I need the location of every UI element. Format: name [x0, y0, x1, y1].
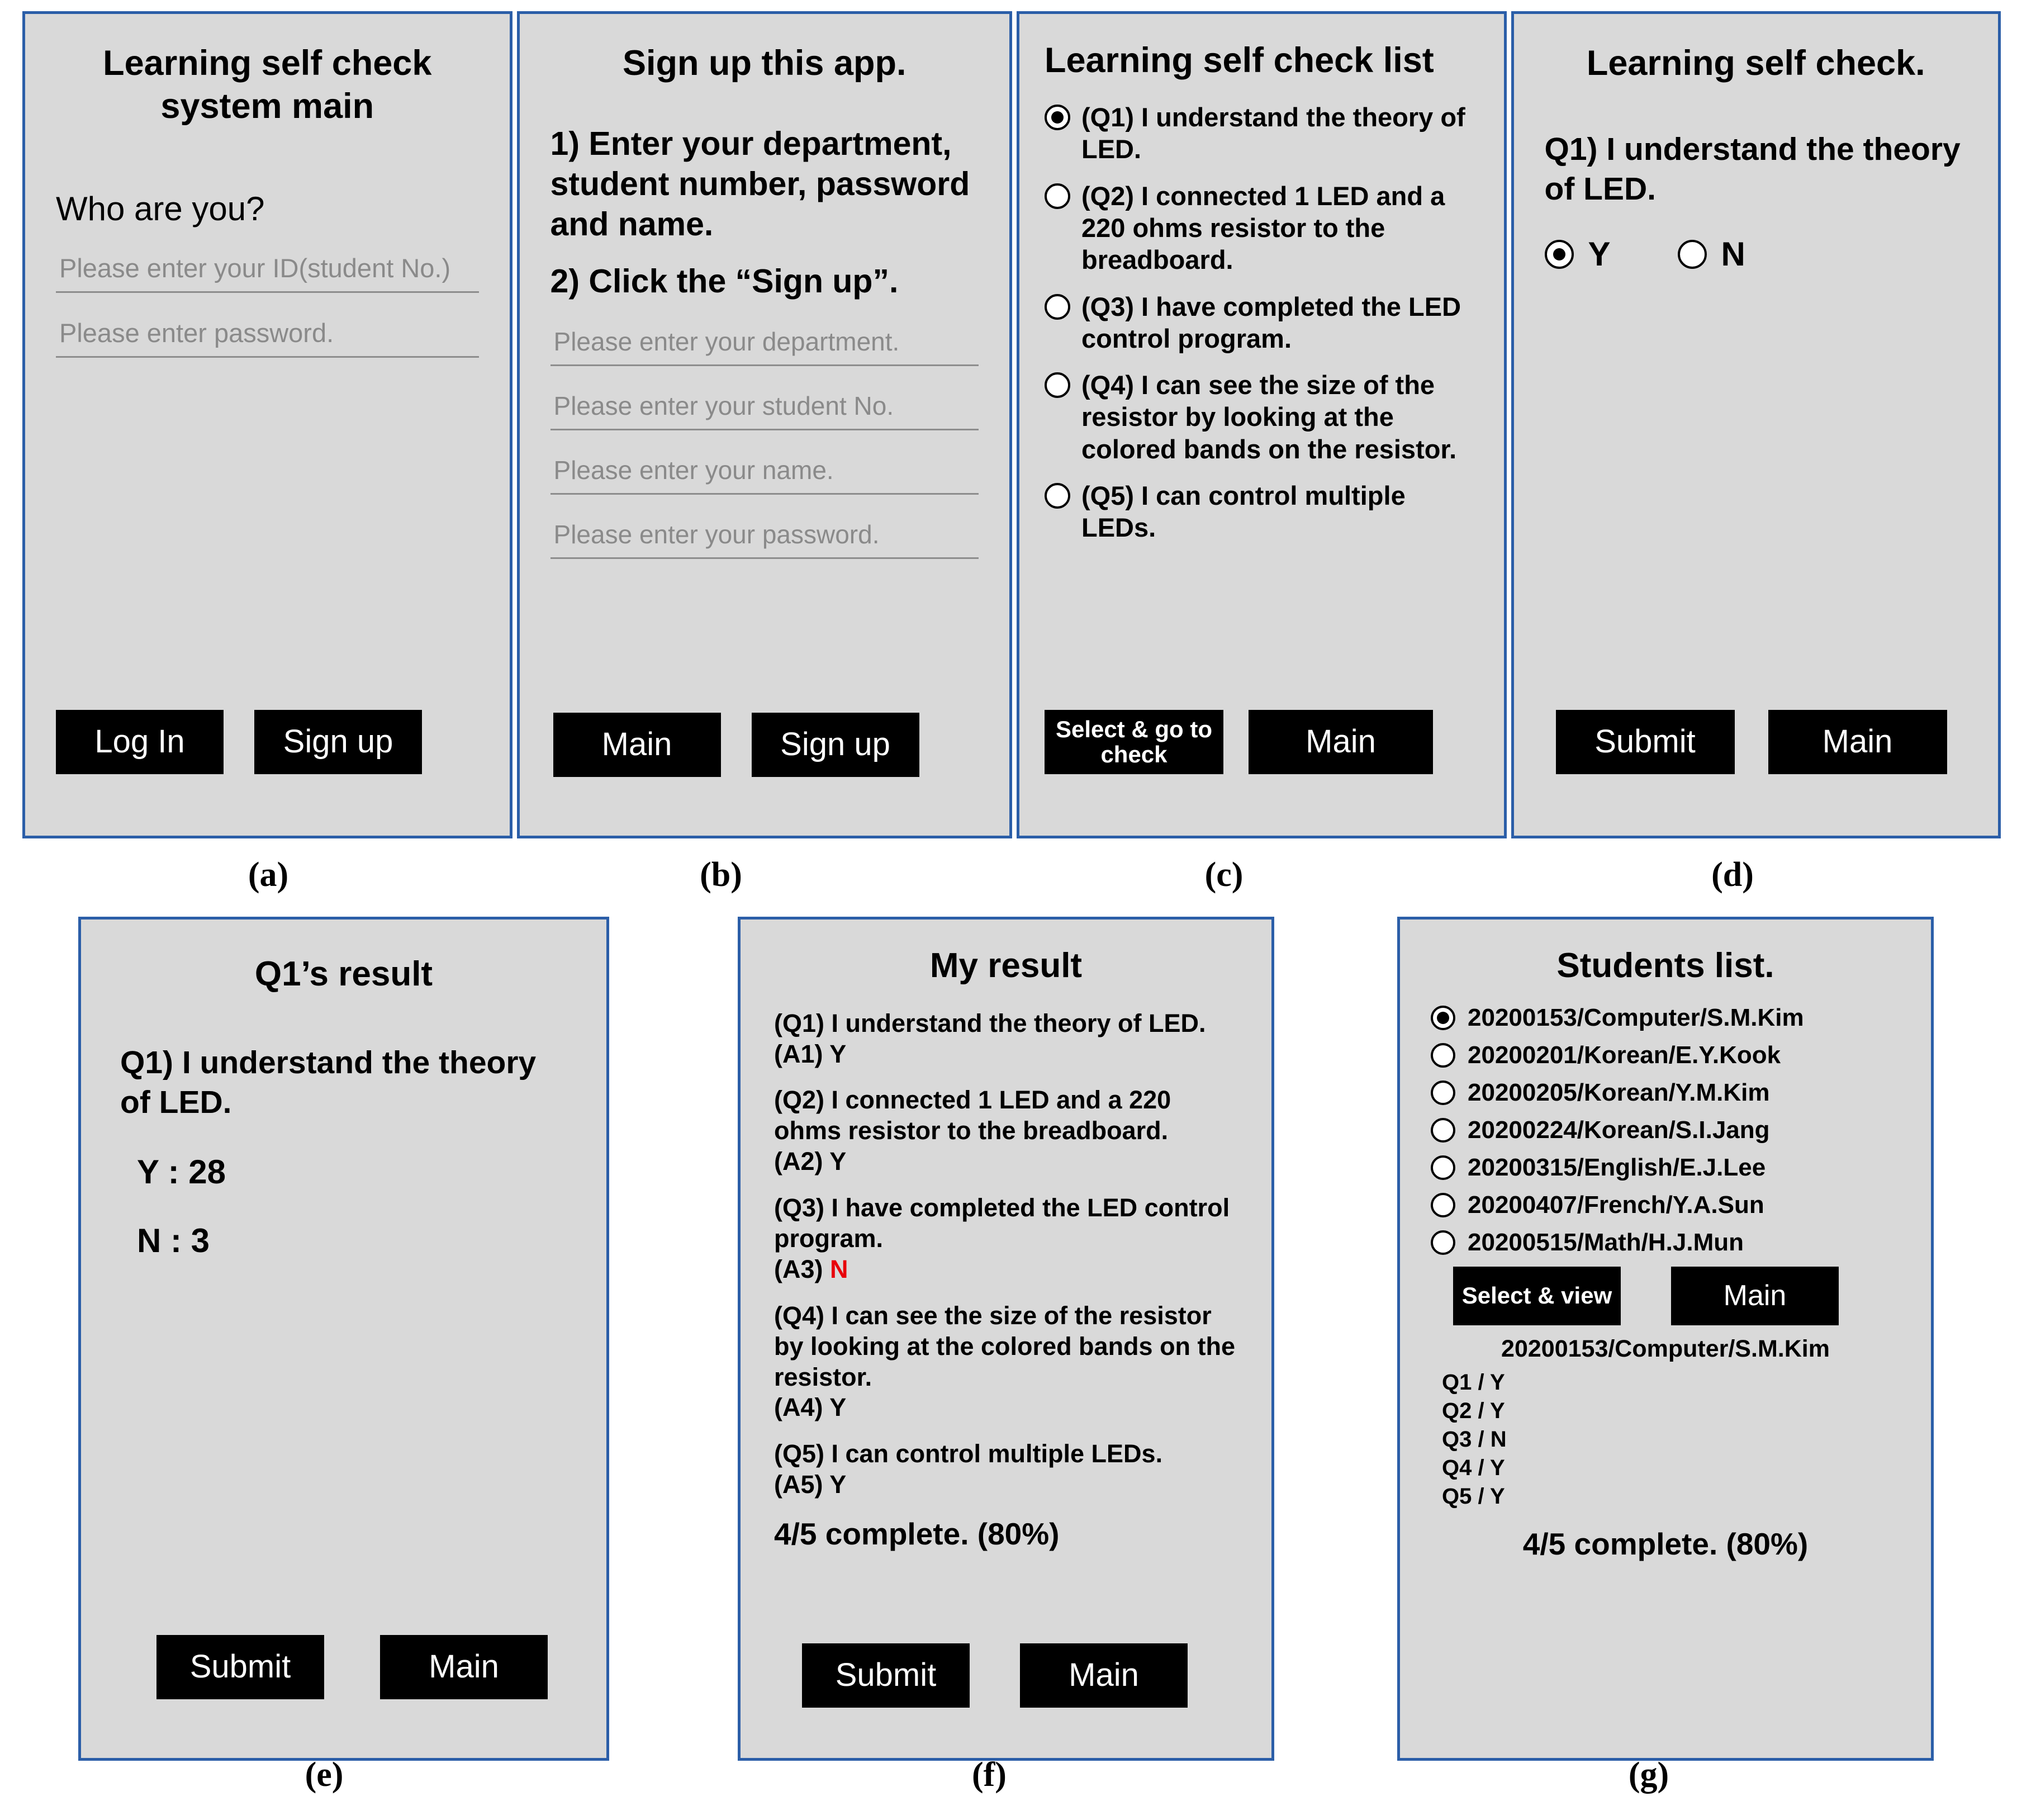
student-list-item[interactable]	[1431, 1004, 1900, 1032]
result-item	[774, 1301, 1238, 1424]
check-list-item-label: (Q1) I understand the theory of LED.	[1081, 102, 1465, 164]
yes-count: Y : 28	[137, 1153, 226, 1191]
name-input[interactable]: Please enter your name.	[550, 449, 979, 495]
login-password-input[interactable]: Please enter password.	[56, 312, 479, 358]
main-button[interactable]: Main	[380, 1635, 548, 1699]
figure-caption-e: (e)	[305, 1756, 344, 1794]
radio-icon[interactable]	[1431, 1080, 1455, 1105]
check-list-options	[1045, 101, 1479, 544]
main-button[interactable]: Main	[1020, 1643, 1188, 1708]
result-answer: (A1) Y	[774, 1039, 847, 1068]
student-answer-line: Q4 / Y	[1442, 1456, 1505, 1481]
radio-no-label: N	[1721, 235, 1745, 273]
check-list-item-label: (Q2) I connected 1 LED and a 220 ohms resistor to the breadboard.	[1081, 181, 1445, 275]
result-question: (Q4) I can see the size of the resistor by looking at the colored bands on the resistor.	[774, 1301, 1236, 1391]
submit-button[interactable]: Submit	[1556, 710, 1735, 774]
department-input[interactable]: Please enter your department.	[550, 321, 979, 366]
page-title: Learning self check list	[1044, 41, 1434, 80]
radio-icon[interactable]	[1431, 1193, 1455, 1217]
radio-icon[interactable]	[1431, 1155, 1455, 1180]
page-title: Sign up this app.	[623, 44, 907, 83]
student-list-item[interactable]	[1431, 1154, 1900, 1182]
signup-step-2: 2) Click the “Sign up”.	[550, 262, 899, 300]
figure-caption-a: (a)	[248, 856, 289, 894]
result-question: Q1) I understand the theory of LED.	[120, 1044, 537, 1120]
login-button[interactable]: Log In	[56, 710, 224, 774]
radio-icon[interactable]	[1431, 1043, 1455, 1068]
select-and-view-button[interactable]: Select & view	[1453, 1267, 1621, 1325]
password-input[interactable]: Please enter your password.	[550, 514, 979, 559]
student-answer-line: Q3 / N	[1442, 1427, 1507, 1452]
radio-yes-icon[interactable]	[1545, 240, 1574, 269]
student-list-item[interactable]	[1431, 1079, 1900, 1107]
page-title: Learning self check.	[1586, 44, 1925, 83]
result-item	[774, 1193, 1238, 1285]
student-list-item[interactable]	[1431, 1116, 1900, 1144]
page-title: Learning self check system main	[103, 44, 432, 126]
check-list-item-label: (Q3) I have completed the LED control program.	[1081, 291, 1461, 353]
bottom-panel-row	[22, 917, 2001, 1789]
panel-my-result	[738, 917, 1274, 1761]
student-list-item-label: 20200153/Computer/S.M.Kim	[1468, 1003, 1804, 1031]
check-list-item-label: (Q5) I can control multiple LEDs.	[1081, 481, 1406, 543]
radio-no-icon[interactable]	[1678, 240, 1707, 269]
student-no-input[interactable]: Please enter your student No.	[550, 385, 979, 430]
signup-submit-button[interactable]: Sign up	[752, 713, 919, 777]
result-answer: (A4) Y	[774, 1393, 847, 1422]
radio-icon[interactable]	[1045, 294, 1070, 320]
result-question: (Q1) I understand the theory of LED.	[774, 1008, 1206, 1037]
student-list-item-label: 20200205/Korean/Y.M.Kim	[1468, 1078, 1770, 1106]
radio-icon[interactable]	[1431, 1118, 1455, 1143]
result-answer: (A3) N	[774, 1254, 848, 1283]
main-button[interactable]: Main	[1249, 710, 1433, 774]
radio-yes-label: Y	[1588, 235, 1611, 273]
result-item	[774, 1008, 1238, 1070]
panel-q1-result	[78, 917, 609, 1761]
radio-option-yes[interactable]	[1545, 235, 1611, 273]
student-answer-line: Q5 / Y	[1442, 1484, 1505, 1509]
check-list-item[interactable]	[1045, 369, 1479, 465]
top-panel-row	[22, 11, 2001, 850]
check-question: Q1) I understand the theory of LED.	[1544, 131, 1961, 207]
page-title: Q1’s result	[254, 955, 433, 993]
who-are-you-label: Who are you?	[56, 189, 265, 228]
signup-step-1: 1) Enter your department, student number, password and name.	[550, 125, 970, 243]
radio-icon[interactable]	[1045, 105, 1070, 130]
submit-button[interactable]: Submit	[156, 1635, 324, 1699]
student-list-item[interactable]	[1431, 1229, 1900, 1257]
check-list-item[interactable]	[1045, 180, 1479, 276]
radio-icon[interactable]	[1431, 1230, 1455, 1255]
select-and-go-button[interactable]: Select & go to check	[1045, 710, 1223, 774]
selected-student-answers	[1431, 1368, 1900, 1511]
selected-student-name: 20200153/Computer/S.M.Kim	[1501, 1335, 1830, 1362]
result-question: (Q2) I connected 1 LED and a 220 ohms resistor to the breadboard.	[774, 1086, 1171, 1145]
radio-icon[interactable]	[1431, 1006, 1455, 1030]
radio-icon[interactable]	[1045, 483, 1070, 509]
figure-caption-g: (g)	[1628, 1756, 1669, 1794]
check-list-item[interactable]	[1045, 101, 1479, 165]
student-list-item-label: 20200315/English/E.J.Lee	[1468, 1153, 1766, 1181]
login-id-input[interactable]: Please enter your ID(student No.)	[56, 247, 479, 293]
page-title: My result	[929, 946, 1083, 985]
panel-students-list	[1397, 917, 1934, 1761]
main-button[interactable]: Main	[1671, 1267, 1839, 1325]
student-answer-line: Q2 / Y	[1442, 1398, 1505, 1423]
student-answer-line: Q1 / Y	[1442, 1369, 1505, 1395]
result-answer: (A5) Y	[774, 1470, 847, 1499]
students-radio-list	[1431, 1004, 1900, 1257]
check-list-item-label: (Q4) I can see the size of the resistor by looking at the colored bands on the resistor.	[1081, 370, 1457, 464]
main-button[interactable]: Main	[1768, 710, 1947, 774]
submit-button[interactable]: Submit	[802, 1643, 970, 1708]
radio-option-no[interactable]	[1678, 235, 1745, 273]
figure-caption-c: (c)	[1204, 856, 1244, 894]
radio-icon[interactable]	[1045, 183, 1070, 209]
student-list-item-label: 20200201/Korean/E.Y.Kook	[1468, 1041, 1781, 1069]
panel-self-check	[1511, 11, 2001, 838]
main-button[interactable]: Main	[553, 713, 721, 777]
panel-signup	[517, 11, 1012, 838]
signup-button[interactable]: Sign up	[254, 710, 422, 774]
result-answer: (A2) Y	[774, 1147, 847, 1176]
figure-caption-d: (d)	[1711, 856, 1754, 894]
yes-no-radio-group	[1545, 235, 1968, 273]
result-question: (Q5) I can control multiple LEDs.	[774, 1439, 1163, 1468]
radio-icon[interactable]	[1045, 372, 1070, 398]
figure-caption-b: (b)	[700, 856, 742, 894]
check-list-item[interactable]	[1045, 291, 1479, 355]
panel-check-list	[1017, 11, 1507, 838]
check-list-item[interactable]	[1045, 480, 1479, 544]
student-list-item-label: 20200515/Math/H.J.Mun	[1468, 1228, 1744, 1256]
student-list-item[interactable]	[1431, 1191, 1900, 1219]
figure-caption-f: (f)	[972, 1756, 1007, 1794]
student-list-item-label: 20200407/French/Y.A.Sun	[1468, 1191, 1764, 1219]
result-item	[774, 1439, 1238, 1500]
student-list-item-label: 20200224/Korean/S.I.Jang	[1468, 1116, 1770, 1144]
no-count: N : 3	[137, 1222, 210, 1260]
panel-main-login	[22, 11, 512, 838]
result-question: (Q3) I have completed the LED control program.	[774, 1193, 1230, 1253]
student-list-item[interactable]	[1431, 1041, 1900, 1069]
completion-status: 4/5 complete. (80%)	[774, 1516, 1060, 1552]
my-result-items	[774, 1008, 1238, 1500]
page-title: Students list.	[1556, 946, 1774, 985]
completion-status: 4/5 complete. (80%)	[1522, 1526, 1809, 1561]
result-item	[774, 1085, 1238, 1177]
